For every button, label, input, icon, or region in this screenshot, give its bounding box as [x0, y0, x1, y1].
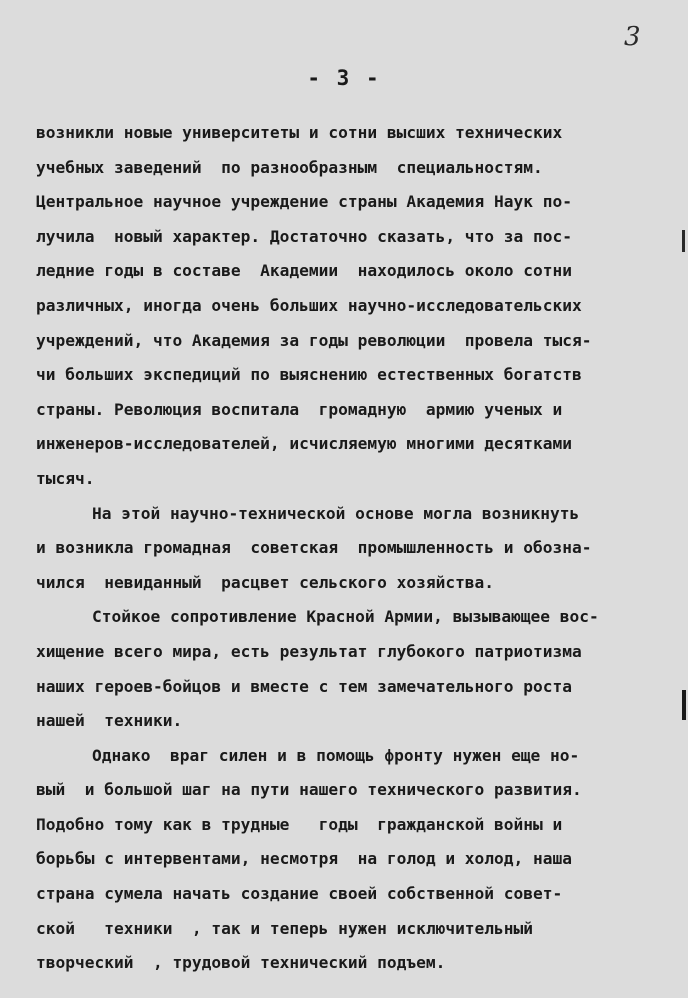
text-line: страна сумела начать создание своей собственной совет- — [36, 884, 563, 904]
margin-mark — [682, 230, 685, 252]
text-line: учебных заведений по разнообразным специальностям. — [36, 157, 543, 177]
paragraph-start-line: Стойкое сопротивление Красной Армии, вызывающее вос- — [92, 607, 599, 627]
text-line: страны. Революция воспитала громадную армию ученых и — [36, 399, 563, 419]
page-number: - 3 - — [307, 66, 381, 90]
paragraph-start-line: На этой научно-технической основе могла возникнуть — [92, 503, 580, 523]
text-line: наших героев-бойцов и вместе с тем замечательного роста — [36, 676, 573, 696]
text-line: инженеров-исследователей, исчисляемую многими десятками — [36, 434, 573, 454]
text-line: учреждений, что Академия за годы революции провела тыся- — [36, 330, 592, 350]
body-text — [36, 116, 676, 981]
text-line: хищение всего мира, есть результат глубокого патриотизма — [36, 641, 582, 661]
text-line: ледние годы в составе Академии находилось около сотни — [36, 261, 573, 281]
text-line: возникли новые университеты и сотни высших технических — [36, 123, 563, 142]
text-line: Центральное научное учреждение страны Академия Наук по- — [36, 192, 573, 212]
text-line: тысяч. — [36, 468, 95, 488]
text-line: чи больших экспедиций по выяснению естественных богатств — [36, 365, 582, 385]
handwritten-page-number: 3 — [624, 22, 641, 52]
text-line: различных, иногда очень больших научно-исследовательских — [36, 295, 582, 315]
paragraph-start-line: Однако враг силен и в помощь фронту нужен еще но- — [92, 745, 580, 765]
text-line: чился невиданный расцвет сельского хозяйства. — [36, 572, 495, 592]
text-line: Подобно тому как в трудные годы гражданской войны и — [36, 814, 563, 834]
text-line: вый и большой шаг на пути нашего технического развития. — [36, 780, 582, 800]
text-line: и возникла громадная советская промышленность и обозна- — [36, 538, 592, 558]
text-line: лучила новый характер. Достаточно сказать, что за пос- — [36, 226, 573, 246]
text-line: ской техники , так и теперь нужен исключительный — [36, 918, 534, 938]
margin-mark — [682, 690, 686, 720]
text-line: творческий , трудовой технический подъем. — [36, 953, 446, 973]
text-line: нашей техники. — [36, 711, 183, 731]
text-line: борьбы с интервентами, несмотря на голод и холод, наша — [36, 849, 573, 869]
